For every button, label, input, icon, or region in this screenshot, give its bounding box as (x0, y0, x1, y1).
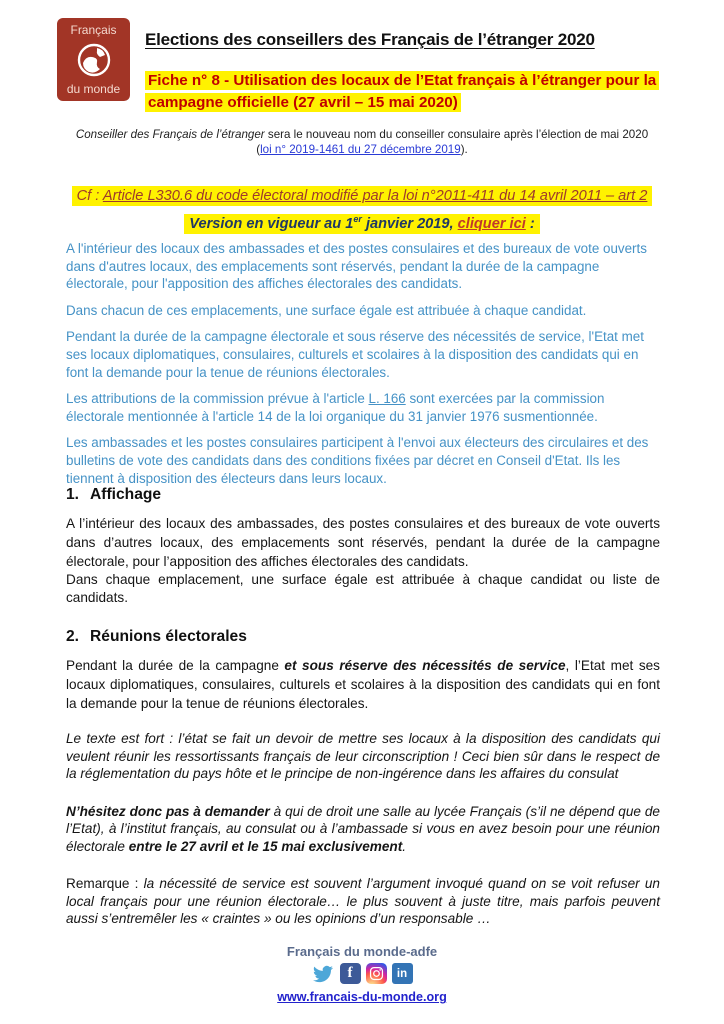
social-icons-row (0, 962, 724, 985)
s2-p1-end: , l’Etat met ses locaux diplomatiques, consulaires, culturels et scolaires à la disposition des candidats qui en font la demande pour la tenue de réunions électorales. (66, 658, 660, 711)
facebook-glyph: f (347, 965, 353, 981)
law-paragraph-4-text-after: sont exercées par la commission électorale mentionnée à l'article 14 de la loi organique du 31 janvier 1976 susmentionnée. (66, 391, 605, 424)
intro-note-italic: Conseiller des Français de l’étranger (75, 128, 265, 141)
law-paragraph-1: A l'intérieur des locaux des ambassades et des postes consulaires et des bureaux de vote ouverts dans d'autres locaux, des emplacements sont réservés, pendant la durée de la campagne électorale, pour l'apposition des affiches électorales des candidats. (66, 241, 647, 292)
article-l330-link[interactable]: Article L330.6 du code électoral modifié par la loi n°2011-411 du 14 avril 2011 – art 2 (102, 188, 648, 204)
section-1-heading (66, 486, 660, 504)
law-excerpt-block (66, 240, 660, 496)
linkedin-glyph: in (396, 967, 408, 980)
section-2-paragraph-2: Le texte est fort : l’état se fait un devoir de mettre ses locaux à la disposition des candidats qui veulent réunir les ressortissants français de leur circonscription ! Ceci bien sûr dans le respect de la réglementation du pays hôte et le principe de non-ingérence dans les affaires du consulat (66, 731, 660, 781)
section-2-title: Réunions électorales (90, 628, 247, 645)
logo-text-bottom: du monde (66, 82, 121, 96)
law-2019-link[interactable]: loi n° 2019-1461 du 27 décembre 2019 (260, 143, 461, 156)
s2-p3-bold-dates: entre le 27 avril et le 15 mai exclusivement (128, 838, 403, 854)
version-superscript: er (353, 214, 362, 224)
logo-text-top: Français (70, 23, 117, 37)
intro-note-text: sera le nouveau nom du conseiller consulaire après l’élection de mai 2020 (264, 128, 649, 141)
cliquer-ici-link[interactable]: cliquer ici (457, 215, 526, 232)
version-line (0, 214, 724, 232)
law-paragraph-4 (66, 390, 660, 425)
globe-icon (74, 40, 114, 80)
section-reunions-electorales (66, 628, 660, 928)
section-2-remark (66, 875, 660, 928)
twitter-icon[interactable] (312, 962, 335, 985)
cf-prefix: Cf : (76, 188, 103, 204)
fiche-banner (145, 70, 667, 114)
section-2-number: 2. (66, 628, 80, 645)
section-affichage (66, 486, 660, 607)
s2-p3-middle: à qui de droit une salle au lycée Français (s’il ne dépend que de l’Etat), à l’institut français, au consulat ou à l’ambassade si vous en avez besoin pour une réunion électorale (66, 803, 660, 854)
section-2-heading (66, 628, 660, 646)
section-1-paragraph-2: Dans chaque emplacement, une surface égale est attribuée à chaque candidat ou liste de candidats. (66, 572, 660, 605)
paren-open: ( (256, 143, 261, 156)
law-paragraph-3: Pendant la durée de la campagne électorale et sous réserve des nécessités de service, l'Etat met ses locaux diplomatiques, consulaires, culturels et scolaires à la disposition des candidats qui en font la demande pour la tenue de réunions électorales. (66, 329, 644, 380)
s2-p1-emphasis: et sous réserve des nécessités de service (284, 658, 566, 673)
law-paragraph-5: Les ambassades et les postes consulaires participent à l'envoi aux électeurs des circulaires et des bulletins de vote des candidats dans des conditions fixées par décret en Conseil d'Etat. Ils les tiennent à disposition des électeurs dans leurs locaux. (66, 435, 649, 486)
law-paragraph-4-text: Les attributions de la commission prévue à l'article (66, 391, 369, 407)
version-text-1: Version en vigueur au 1 (189, 215, 354, 232)
s2-p3-period: . (402, 838, 407, 854)
section-1-title: Affichage (90, 486, 162, 503)
footer-website-link[interactable]: www.francais-du-monde.org (277, 990, 447, 1004)
version-text-2: janvier 2019, (361, 215, 458, 232)
s2-p3-bold-lead: N’hésitez donc pas à demander (66, 803, 270, 819)
page-title: Elections des conseillers des Français de l’étranger 2020 (145, 30, 595, 49)
section-1-number: 1. (66, 486, 80, 503)
remark-label: Remarque : (66, 876, 144, 891)
fiche-banner-text: Fiche n° 8 - Utilisation des locaux de l’Etat français à l’étranger pour la campagne officielle (27 avril – 15 mai 2020) (145, 71, 659, 112)
facebook-icon[interactable] (340, 963, 361, 984)
remark-text: la nécessité de service est souvent l’argument invoqué quand on se voit refuser un local français pour une réunion électorale… le plus souvent à juste titre, mais parfois peuvent aussi s’entremêler les « craintes » ou les opinions d’un responsable … (66, 876, 660, 926)
article-l166-link[interactable]: L. 166 (368, 391, 406, 407)
page-footer (0, 944, 724, 1006)
law-paragraph-2: Dans chacun de ces emplacements, une surface égale est attribuée à chaque candidat. (66, 302, 587, 318)
francais-du-monde-logo (57, 18, 130, 101)
s2-p1-start: Pendant la durée de la campagne (66, 658, 285, 673)
section-2-paragraph-1 (66, 656, 660, 713)
instagram-icon[interactable] (366, 963, 387, 984)
cf-reference-line (0, 188, 724, 204)
paren-close: ). (460, 143, 468, 156)
section-2-paragraph-3 (66, 803, 660, 856)
footer-title: Français du monde-adfe (286, 944, 438, 959)
section-1-paragraph-1: A l’intérieur des locaux des ambassades, des postes consulaires et des bureaux de vote ouverts dans d’autres locaux, des emplacements sont réservés, pendant la durée de la campagne électorale, pour l’apposition des affiches électorales des candidats. (66, 516, 660, 569)
intro-note (58, 127, 666, 157)
linkedin-icon[interactable] (392, 963, 413, 984)
version-colon: : (525, 215, 535, 232)
